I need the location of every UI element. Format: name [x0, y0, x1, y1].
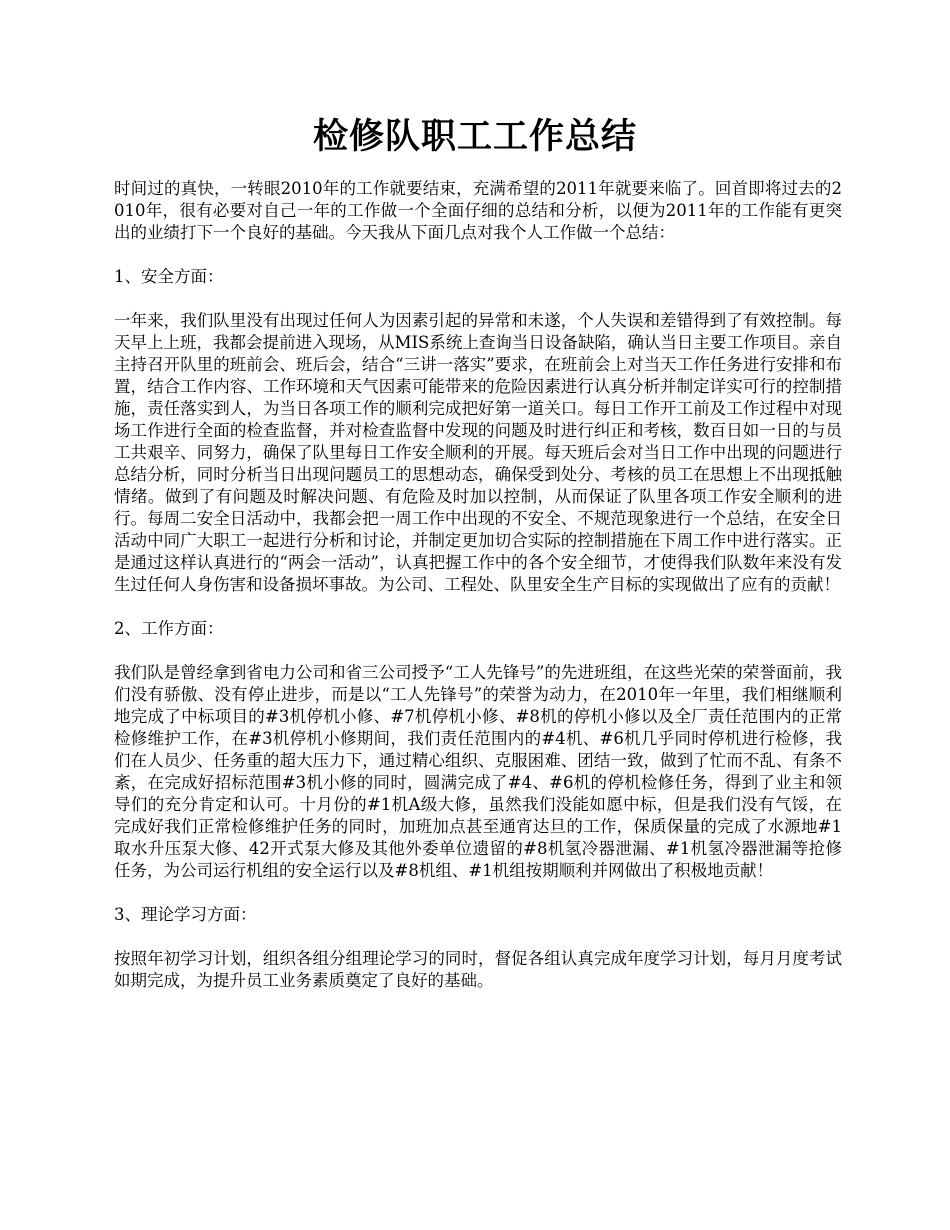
- section-body-study: 按照年初学习计划，组织各组分组理论学习的同时，督促各组认真完成年度学习计划，每月月度考试如期完成，为提升员工业务素质奠定了良好的基础。: [114, 949, 842, 990]
- section-body-work: 我们队是曾经拿到省电力公司和省三公司授予“工人先锋号”的先进班组，在这些光荣的荣誉面前，我们没有骄傲、没有停止进步，而是以“工人先锋号”的荣誉为动力，在2010年一年里，我们相继顺利地完成了中标项目的#3机停机小修、#7机停机小修、#8机的停机小修以及全厂责任范围内的正常检修维护工作，在#3机停机小修期间，我们责任范围内的#4机、#6机几乎同时停机进行检修，我们在人员少、任务重的超大压力下，通过精心组织、克服困难、团结一致，做到了忙而不乱、有条不紊，在完成好招标范围#3机小修的同时，圆满完成了#4、#6机的停机检修任务，得到了业主和领导们的充分肯定和认可。十月份的#1机A级大修，虽然我们没能如愿中标，但是我们没有气馁，在完成好我们正常检修维护任务的同时，加班加点甚至通宵达旦的工作，保质保量的完成了水源地#1取水升压泵大修、42开式泵大修及其他外委单位遗留的#8机氢冷器泄漏、#1机氢冷器泄漏等抢修任务，为公司运行机组的安全运行以及#8机组、#1机组按期顺利并网做出了积极地贡献！: [114, 663, 842, 880]
- section-heading-safety: 1、安全方面：: [114, 267, 224, 286]
- section-heading-work: 2、工作方面：: [114, 619, 224, 638]
- intro-paragraph: 时间过的真快，一转眼2010年的工作就要结束，充满希望的2011年就要来临了。回首即将过去的2010年，很有必要对自己一年的工作做一个全面仔细的总结和分析，以便为2011年的工作能有更突出的业绩打下一个良好的基础。今天我从下面几点对我个人工作做一个总结：: [114, 179, 842, 242]
- document-title: 检修队职工工作总结: [312, 117, 637, 157]
- section-body-safety: 一年来，我们队里没有出现过任何人为因素引起的异常和未遂，个人失误和差错得到了有效控制。每天早上上班，我都会提前进入现场，从MIS系统上查询当日设备缺陷，确认当日主要工作项目。亲自主持召开队里的班前会、班后会，结合“三讲一落实”要求，在班前会上对当天工作任务进行安排和布置，结合工作内容、工作环境和天气因素可能带来的危险因素进行认真分析并制定详实可行的控制措施，责任落实到人，为当日各项工作的顺利完成把好第一道关口。每日工作开工前及工作过程中对现场工作进行全面的检查监督，并对检查监督中发现的问题及时进行纠正和考核，数百日如一日的与员工共艰辛、同努力，确保了队里每日工作安全顺利的开展。每天班后会对当日工作中出现的问题进行总结分析，同时分析当日出现问题员工的思想动态，确保受到处分、考核的员工在思想上不出现抵触情绪。做到了有问题及时解决问题、有危险及时加以控制，从而保证了队里各项工作安全顺利的进行。每周二安全日活动中，我都会把一周工作中出现的不安全、不规范现象进行一个总结，在安全日活动中同广大职工一起进行分析和讨论，并制定更加切合实际的控制措施在下周工作中进行落实。正是通过这样认真进行的“两会一活动”，认真把握工作中的各个安全细节，才使得我们队数年来没有发生过任何人身伤害和设备损坏事故。为公司、工程处、队里安全生产目标的实现做出了应有的贡献！: [114, 311, 842, 594]
- section-heading-study: 3、理论学习方面：: [114, 905, 257, 924]
- document-body: [114, 178, 842, 1014]
